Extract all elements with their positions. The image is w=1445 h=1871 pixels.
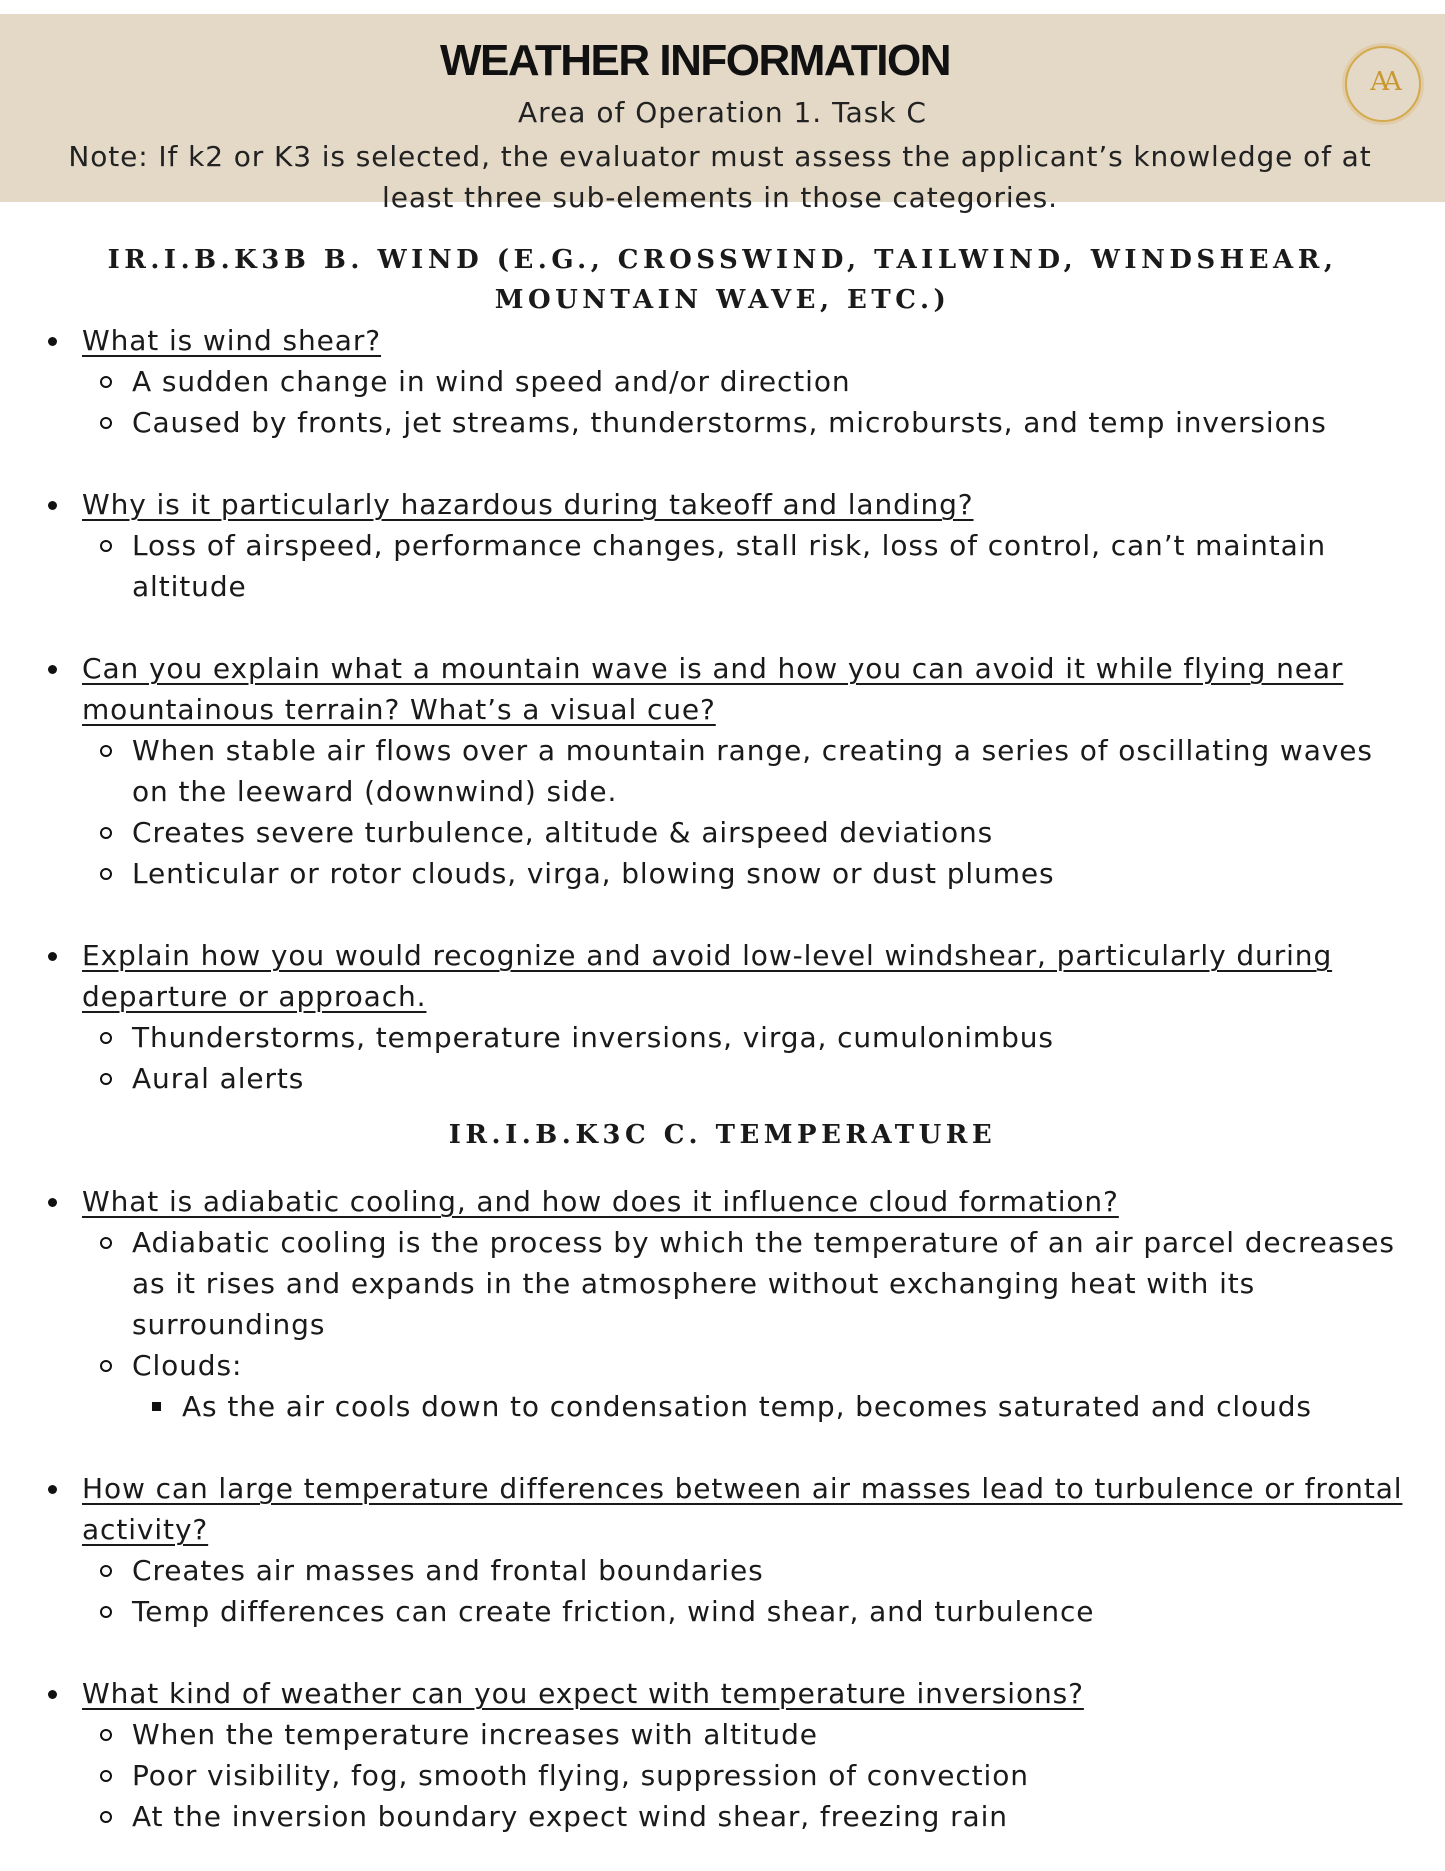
answer-list bbox=[82, 525, 1405, 607]
answer-item-with-subitems bbox=[82, 1345, 1405, 1427]
answer-item: Creates severe turbulence, altitude & airspeed deviations bbox=[82, 812, 1405, 853]
answer-item: Loss of airspeed, performance changes, stall risk, loss of control, can’t maintain altitude bbox=[82, 525, 1405, 607]
answer-item: A sudden change in wind speed and/or direction bbox=[82, 361, 1405, 402]
answer-item: Temp differences can create friction, wind shear, and turbulence bbox=[82, 1591, 1405, 1632]
answer-item: Lenticular or rotor clouds, virga, blowing snow or dust plumes bbox=[82, 853, 1405, 894]
question-item bbox=[0, 1468, 1445, 1632]
answer-item: Caused by fronts, jet streams, thunderstorms, microbursts, and temp inversions bbox=[82, 402, 1405, 443]
section-heading-wind: IR.I.B.K3B B. WIND (E.G., CROSSWIND, TAILWIND, WINDSHEAR, MOUNTAIN WAVE, ETC.) bbox=[107, 245, 1338, 315]
answer-text: Clouds: bbox=[132, 1349, 243, 1382]
question-text: What is wind shear? bbox=[82, 324, 382, 357]
answer-list bbox=[82, 1714, 1405, 1837]
question-text: What kind of weather can you expect with temperature inversions? bbox=[82, 1677, 1084, 1710]
header-banner bbox=[0, 14, 1445, 214]
answer-item: When the temperature increases with altitude bbox=[82, 1714, 1405, 1755]
answer-list bbox=[82, 1222, 1405, 1427]
answer-list bbox=[82, 361, 1405, 443]
sub-answer-item: As the air cools down to condensation temp, becomes saturated and clouds bbox=[132, 1386, 1405, 1427]
question-text: Explain how you would recognize and avoid low-level windshear, particularly during departure or approach. bbox=[82, 939, 1333, 1013]
question-text: How can large temperature differences between air masses lead to turbulence or frontal activity? bbox=[82, 1472, 1403, 1546]
question-text: Can you explain what a mountain wave is and how you can avoid it while flying near mountainous terrain? What’s a visual cue? bbox=[82, 652, 1344, 726]
main-content bbox=[0, 240, 1445, 1837]
answer-list bbox=[82, 1550, 1405, 1632]
answer-list bbox=[82, 730, 1405, 894]
answer-item: Thunderstorms, temperature inversions, virga, cumulonimbus bbox=[82, 1017, 1405, 1058]
answer-item: Aural alerts bbox=[82, 1058, 1405, 1099]
wind-question-list bbox=[0, 320, 1445, 1099]
page-title: WEATHER INFORMATION bbox=[439, 36, 951, 85]
question-item bbox=[0, 648, 1445, 894]
answer-item: At the inversion boundary expect wind shear, freezing rain bbox=[82, 1796, 1405, 1837]
question-item bbox=[0, 1181, 1445, 1427]
answer-list bbox=[82, 1017, 1405, 1099]
answer-item: When stable air flows over a mountain range, creating a series of oscillating waves on the leeward (downwind) side. bbox=[82, 730, 1405, 812]
logo-monogram: AA bbox=[1370, 67, 1396, 97]
section-heading-temperature: IR.I.B.K3C C. TEMPERATURE bbox=[448, 1120, 997, 1150]
question-text: Why is it particularly hazardous during takeoff and landing? bbox=[82, 488, 974, 521]
question-item bbox=[0, 935, 1445, 1099]
question-item bbox=[0, 1673, 1445, 1837]
page-subtitle: Area of Operation 1. Task C bbox=[518, 96, 927, 129]
answer-item: Adiabatic cooling is the process by which the temperature of an air parcel decreases as it rises and expands in the atmosphere without exchanging heat with its surroundings bbox=[82, 1222, 1405, 1345]
answer-item: Poor visibility, fog, smooth flying, suppression of convection bbox=[82, 1755, 1405, 1796]
sub-answer-list bbox=[132, 1386, 1405, 1427]
brand-logo bbox=[1345, 46, 1421, 122]
temperature-question-list bbox=[0, 1181, 1445, 1837]
evaluator-note: Note: If k2 or K3 is selected, the evaluator must assess the applicant’s knowledge of at least three sub-elements in those categories. bbox=[68, 140, 1372, 214]
question-text: What is adiabatic cooling, and how does it influence cloud formation? bbox=[82, 1185, 1119, 1218]
question-item bbox=[0, 320, 1445, 443]
answer-item: Creates air masses and frontal boundaries bbox=[82, 1550, 1405, 1591]
question-item bbox=[0, 484, 1445, 607]
